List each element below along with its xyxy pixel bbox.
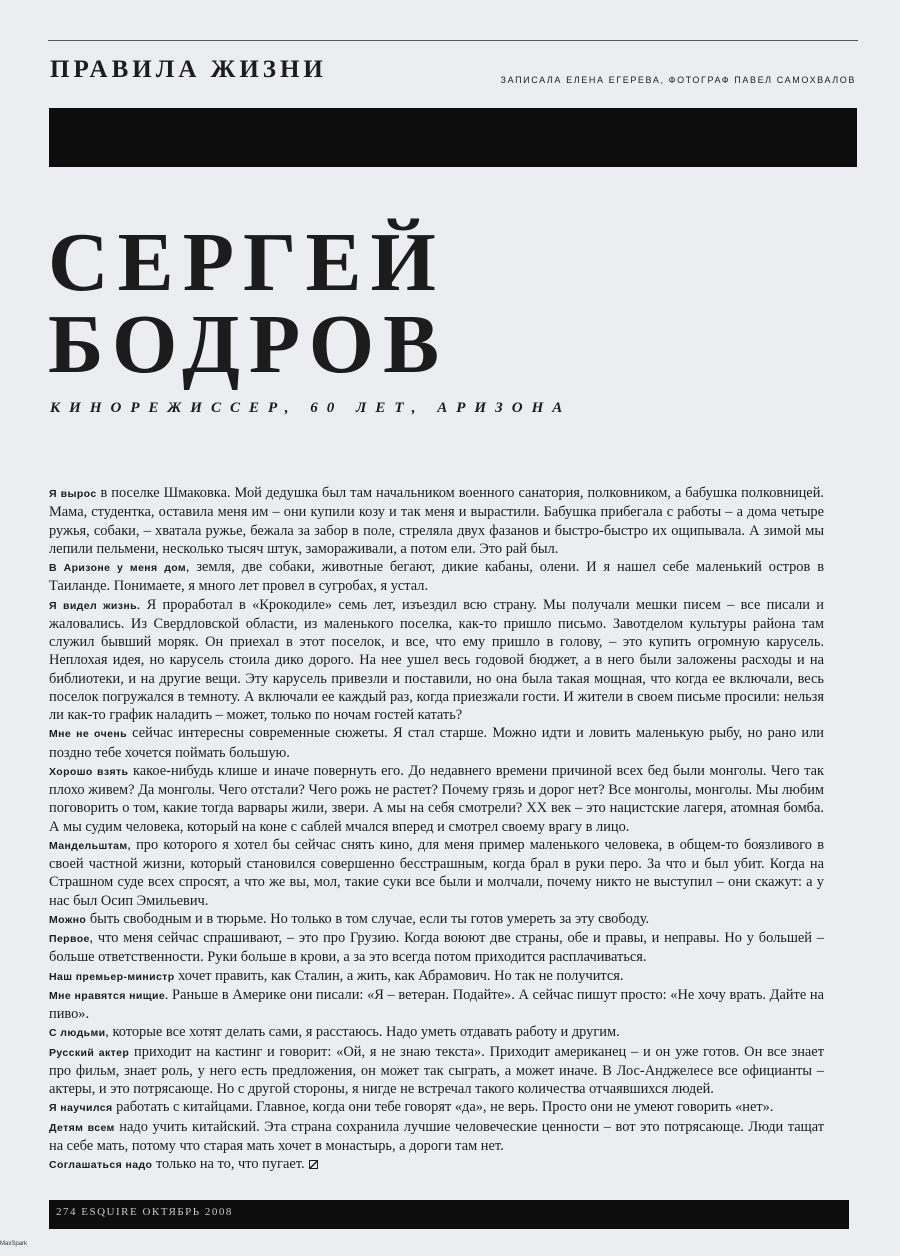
paragraph xyxy=(49,1098,824,1117)
paragraph-lead: Хорошо взять xyxy=(49,765,129,778)
paragraph xyxy=(49,910,824,929)
paragraph-text: земля, две собаки, животные бегают, дикие кабаны, олени. И я нашел себе маленький остров в Таиланде. Понимаете, я много лет провел в сугробах, я устал. xyxy=(49,559,824,595)
paragraph xyxy=(49,986,824,1024)
section-title: ПРАВИЛА ЖИЗНИ xyxy=(50,56,327,83)
paragraph-lead: Соглашаться надо xyxy=(49,1159,153,1171)
paragraph-lead: Первое, xyxy=(49,933,94,945)
paragraph-lead: Мандельштам, xyxy=(49,839,131,852)
paragraph xyxy=(49,596,824,725)
paragraph-lead: Мне не очень xyxy=(49,728,127,741)
paragraph-text: работать с китайцами. Главное, когда они тебе говорят «да», не верь. Просто они не умеют говорить «нет». xyxy=(112,1099,774,1116)
paragraph xyxy=(49,967,824,986)
paragraph-text: только на то, что пугает. xyxy=(152,1156,305,1172)
paragraph xyxy=(49,762,824,836)
article-body xyxy=(49,484,824,1174)
paragraph-text: сейчас интересны современные сюжеты. Я стал старше. Можно идти и ловить маленькую рыбу, но рано или поздно тебе хочется поймать большую. xyxy=(49,725,824,761)
top-rule xyxy=(48,40,858,41)
scan-tag: MaxSpark xyxy=(0,1241,28,1247)
paragraph-text: Раньше в Америке они писали: «Я – ветеран. Подайте». А сейчас пишут просто: «Не хочу врать. Дайте на пиво». xyxy=(49,986,824,1022)
paragraph xyxy=(49,1043,824,1099)
paragraph-lead: С людьми, xyxy=(49,1027,109,1040)
paragraph-text: приходит на кастинг и говорит: «Ой, я не знаю текста». Приходит американец – и он уже готов. Он все знает про фильм, знает роль, у него есть предложения, он может так сыграть, а может иначе. В Лос-Анджелесе все официанты – актеры, и это потрясающе. Но с другой стороны, я нигде не встречал такого количества отчаявшихся людей. xyxy=(49,1043,824,1097)
name-line-first: СЕРГЕЙ xyxy=(48,216,445,309)
paragraph-lead: Я вырос xyxy=(49,488,97,500)
paragraph-text: хочет править, как Сталин, а жить, как Абрамович. Но так не получится. xyxy=(174,967,624,984)
paragraph-lead: Русский актер xyxy=(49,1046,130,1059)
end-of-article-icon xyxy=(309,1160,318,1169)
person-name xyxy=(48,216,449,391)
paragraph xyxy=(49,836,824,910)
paragraph-lead: Я научился xyxy=(49,1102,113,1115)
paragraph-text: надо учить китайский. Эта страна сохранила лучшие человеческие ценности – вот это потрясающе. Люди тащат на себе мать, потому что старая мать хочет в монастырь, а дороги там нет. xyxy=(49,1118,825,1154)
paragraph-lead: Наш премьер-министр xyxy=(49,970,175,983)
paragraph-text: в поселке Шмаковка. Мой дедушка был там начальником военного санатория, полковником, а бабушка полковницей. Мама, студентка, оставила меня им – они купили козу и так меня и вырастили. Бабушка прибегала с работы – а дома четыре ружья, собаки, – хватала ружье, бежала за забор в поле, стреляла двух фазанов и быстро-быстро их ощипывала. А зимой мы лепили пельмени, несколько тысяч штук, замораживали, а потом ели. Это рай был. xyxy=(49,485,824,557)
paragraph-lead: Я видел жизнь. xyxy=(49,599,141,612)
paragraph-lead: Мне нравятся нищие. xyxy=(49,989,169,1002)
paragraph-text: быть свободным и в тюрьме. Но только в том случае, если ты готов умереть за эту свободу. xyxy=(86,910,650,927)
paragraph xyxy=(49,1155,824,1174)
paragraph-text: про которого я хотел бы сейчас снять кино, для меня пример маленького человека, в общем-то боязливого в своей частной жизни, который становился совершенно бесстрашным, когда брал в руки перо. За что и был убит. Когда на Страшном суде всех спросят, а что же вы, мол, такие суки все были и молчали, почему никто не выступил – они скажут: а у нас был Осип Эмильевич. xyxy=(49,836,824,909)
paragraph-text: Я проработал в «Крокодиле» семь лет, изъездил всю страну. Мы получали мешки писем – все писали и жаловались. Из Свердловской области, из маленького поселка, как-то пришло письмо. Завотделом культуры района там служил бывший моряк. Он приехал в этот поселок, и все, что ему пришло в голову, – это купить огромную карусель. Неплохая идея, но карусель стоила дико дорого. На нее ушел весь годовой бюджет, а в него были заложены расходы и на библиотеки, и на другие вещи. Эту карусель привезли и поставили, но она была такая мощная, что когда ее включали, весь поселок погружался в темноту. А включали ее каждый раз, когда приезжали гости. И жители в своем письме просили: нельзя ли как-то график наладить – может, только по ночам гостей катать? xyxy=(49,596,825,723)
paragraph xyxy=(49,484,824,558)
paragraph xyxy=(49,929,824,967)
header-black-bar xyxy=(49,108,857,167)
person-subtitle: КИНОРЕЖИССЕР, 60 ЛЕТ, АРИЗОНА xyxy=(50,400,572,416)
page-footer: 274 ESQUIRE ОКТЯБРЬ 2008 xyxy=(56,1206,233,1218)
paragraph xyxy=(49,558,824,596)
paragraph xyxy=(49,724,824,762)
author-credit: ЗАПИСАЛА ЕЛЕНА ЕГЕРЕВА, ФОТОГРАФ ПАВЕЛ САМОХВАЛОВ xyxy=(500,75,856,85)
paragraph xyxy=(49,1118,824,1156)
paragraph-text: какое-нибудь клише и иначе повернуть его. До недавнего времени причиной всех бед были монголы. Чего так плохо живем? Да монголы. Чего отстали? Чего рожь не растет? Почему грязь и дорог нет? Все монголы, монголы. Мы любим поговорить о том, какие тогда варвары жили, звери. А мы на себя смотрели? XX век – это нацистские лагеря, атомная бомба. А мы судим человека, который на коне с саблей мчался вперед и смотрел своему врагу в лицо. xyxy=(49,762,824,835)
paragraph-lead: Детям всем xyxy=(49,1121,115,1134)
paragraph-text: которые все хотят делать сами, я расстаюсь. Надо уметь отдавать работу и другим. xyxy=(108,1024,620,1041)
paragraph-text: что меня сейчас спрашивают, – это про Грузию. Когда воюют две страны, обе и правы, и неправы. Но у большей – больше ответственности. Руки больше в крови, а за это всегда потом приходится расплачиваться. xyxy=(49,930,824,966)
name-line-last: БОДРОВ xyxy=(48,298,449,391)
paragraph xyxy=(49,1023,824,1042)
paragraph-lead: Можно xyxy=(49,913,87,926)
paragraph-lead: В Аризоне у меня дом, xyxy=(49,562,190,574)
